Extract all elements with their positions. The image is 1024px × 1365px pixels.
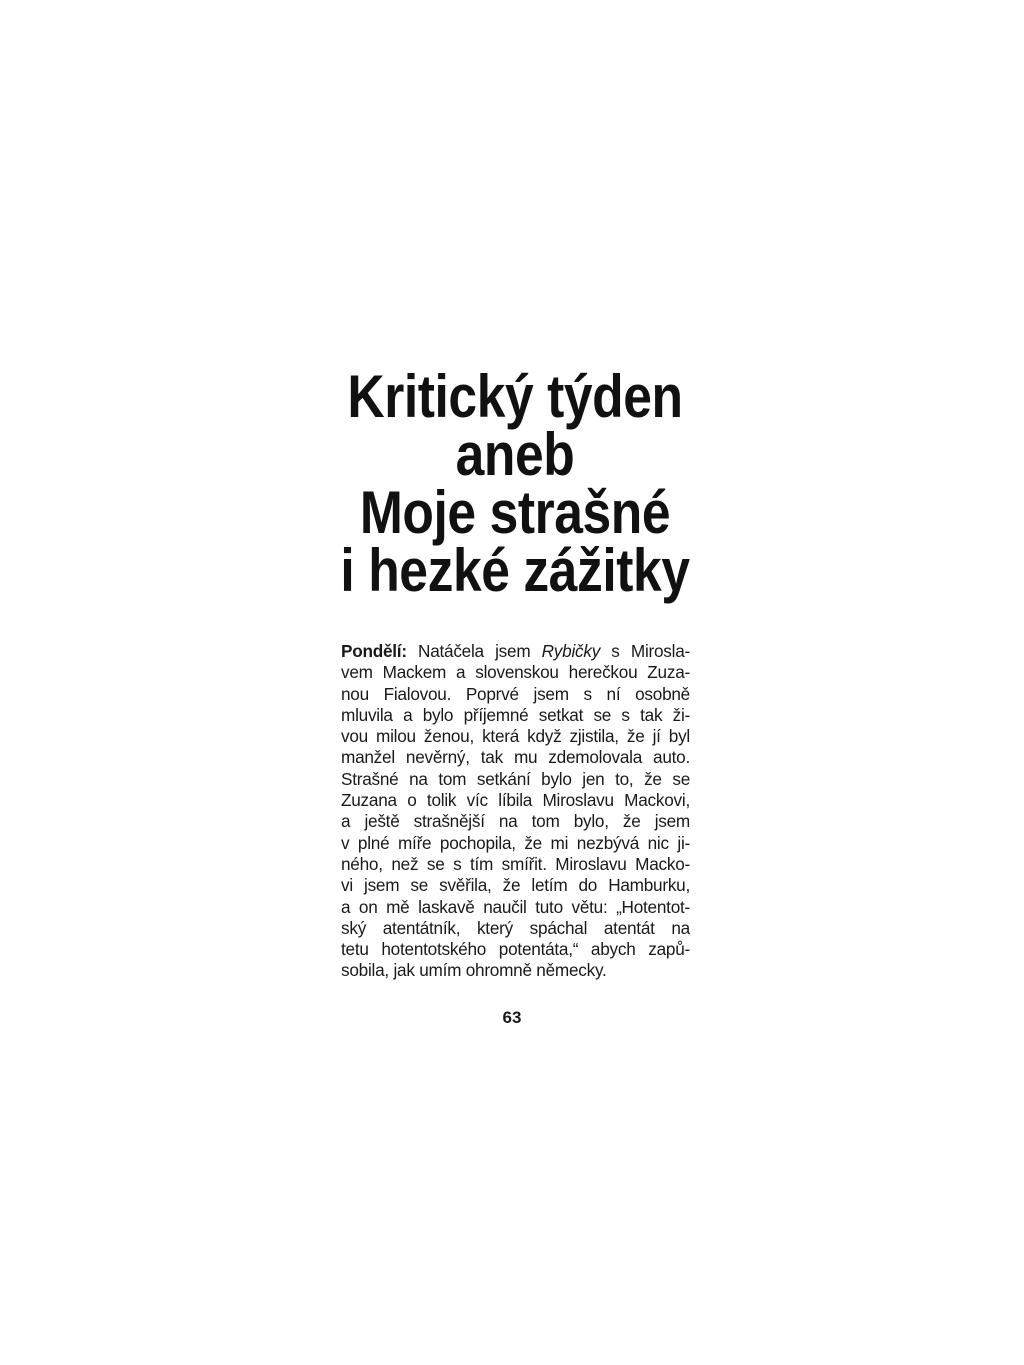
- body-line: ného, než se s tím smířit. Miroslavu Macko-: [341, 853, 690, 874]
- body-line: a on mě laskavě naučil tuto větu: „Hotentot-: [341, 896, 690, 917]
- chapter-title-line: aneb: [455, 421, 575, 488]
- body-line: a ještě strašnější na tom bylo, že jsem: [341, 811, 690, 832]
- body-text-segment: s Mirosla-: [600, 641, 690, 661]
- chapter-title-line: Moje strašné: [359, 479, 671, 546]
- body-line: sobila, jak umím ohromně německy.: [341, 960, 607, 981]
- body-line: tetu hotentotského potentáta,“ abych zapů-: [341, 939, 690, 960]
- body-line: [341, 641, 690, 662]
- body-line: ský atentátník, který spáchal atentát na: [341, 917, 690, 938]
- body-line: mluvila a bylo příjemné setkat se s tak ži-: [341, 704, 690, 725]
- body-paragraph: [341, 641, 690, 982]
- body-line: vou milou ženou, která když zjistila, že jí byl: [341, 726, 690, 747]
- day-label: Pondělí:: [341, 641, 407, 661]
- body-line: Strašné na tom setkání bylo jen to, že se: [341, 768, 690, 789]
- film-title: Rybičky: [541, 641, 601, 661]
- body-line: vi jsem se svěřila, že letím do Hamburku,: [341, 875, 690, 896]
- body-line: manžel nevěrný, tak mu zdemolovala auto.: [341, 747, 690, 768]
- chapter-title-line: i hezké zážitky: [340, 537, 690, 604]
- chapter-title-line: Kritický týden: [347, 363, 683, 430]
- body-line: v plné míře pochopila, že mi nezbývá nic ji-: [341, 832, 690, 853]
- body-line: nou Fialovou. Poprvé jsem s ní osobně: [341, 683, 690, 704]
- chapter-title: [330, 363, 700, 604]
- body-text-segment: Natáčela jsem: [406, 641, 542, 661]
- page-number: 63: [502, 1008, 522, 1027]
- body-line: Zuzana o tolik víc líbila Miroslavu Mackovi,: [341, 790, 690, 811]
- body-line: vem Mackem a slovenskou herečkou Zuza-: [341, 662, 690, 683]
